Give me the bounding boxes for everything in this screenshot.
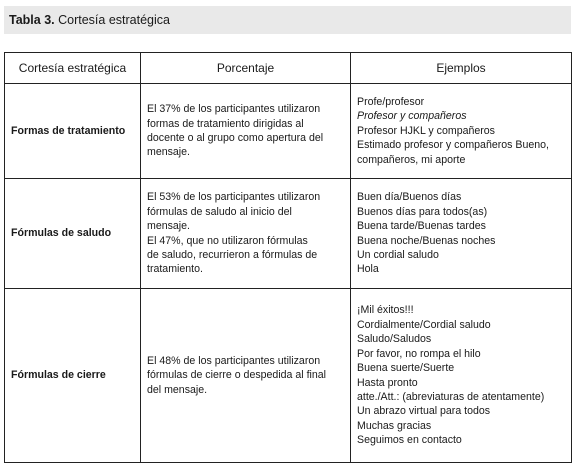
examples-cell [351, 179, 572, 289]
percentage-line: de saludo, recurrieron a fórmulas de [147, 248, 318, 261]
percentage-line: del mensaje. [147, 383, 208, 396]
examples-cell [351, 84, 572, 179]
percentage-line: El 37% de los participantes utilizaron [147, 103, 321, 116]
example-item: Cordialmente/Cordial saludo [357, 318, 491, 331]
header-examples: Ejemplos [351, 53, 572, 84]
example-item: Profesor HJKL y compañeros [357, 124, 495, 137]
header-category: Cortesía estratégica [5, 53, 141, 84]
percentage-cell [141, 84, 351, 179]
example-item: Saludo/Saludos [357, 333, 432, 346]
percentage-line: formas de tratamiento dirigidas al [147, 117, 304, 130]
percentage-line: El 47%, que no utilizaron fórmulas [147, 234, 308, 247]
example-item: Seguimos en contacto [357, 434, 462, 447]
example-item: Muchas gracias [357, 419, 432, 432]
percentage-line: tratamiento. [147, 263, 203, 276]
courtesy-table [4, 52, 572, 463]
percentage-line: mensaje. [147, 220, 190, 233]
example-item: Hola [357, 263, 379, 276]
examples-cell [351, 289, 572, 463]
percentage-line: docente o al grupo como apertura del [147, 132, 324, 144]
example-item: Buena noche/Buenas noches [357, 234, 496, 247]
percentage-line: fórmulas de saludo al inicio del [147, 205, 292, 218]
table-caption [4, 6, 571, 34]
category-cell: Formas de tratamiento [5, 84, 141, 179]
table-row [5, 289, 572, 463]
example-item: Buen día/Buenos días [357, 191, 462, 204]
percentage-line: mensaje. [147, 146, 190, 159]
category-cell: Fórmulas de saludo [5, 179, 141, 289]
table-title: Cortesía estratégica [58, 13, 170, 27]
table-row [5, 84, 572, 179]
example-item: Por favor, no rompa el hilo [357, 347, 481, 360]
percentage-line: fórmulas de cierre o despedida al final [147, 369, 327, 382]
header-row [5, 53, 572, 84]
percentage-line: El 53% de los participantes utilizaron [147, 191, 321, 204]
example-item: Un cordial saludo [357, 248, 439, 261]
example-item: Profe/profesor [357, 95, 425, 108]
table-row [5, 179, 572, 289]
table-number: Tabla 3. [9, 13, 55, 27]
header-percentage: Porcentaje [141, 53, 351, 84]
example-item: ¡Mil éxitos!!! [357, 304, 414, 317]
percentage-cell [141, 179, 351, 289]
category-cell: Fórmulas de cierre [5, 289, 141, 463]
percentage-line: El 48% de los participantes utilizaron [147, 354, 321, 367]
example-item: Estimado profesor y compañeros Bueno, [357, 139, 549, 152]
example-item: compañeros, mi aporte [357, 153, 466, 166]
example-item: atte./Att.: (abreviaturas de atentamente) [357, 390, 545, 403]
example-item: Un abrazo virtual para todos [357, 405, 491, 418]
example-item: Profesor y compañeros [357, 110, 467, 123]
percentage-cell [141, 289, 351, 463]
example-item: Buenos días para todos(as) [357, 205, 488, 218]
example-item: Hasta pronto [357, 376, 418, 389]
example-item: Buena tarde/Buenas tardes [357, 220, 486, 233]
example-item: Buena suerte/Suerte [357, 362, 455, 375]
